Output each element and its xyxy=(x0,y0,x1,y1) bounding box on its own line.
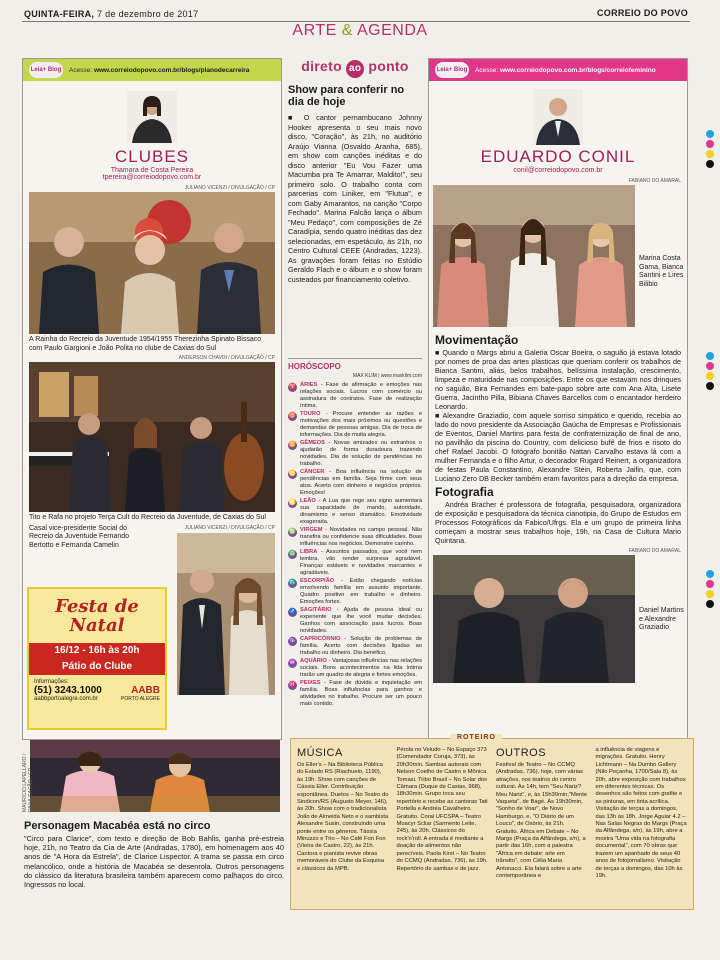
horoscope-sign xyxy=(288,658,422,679)
sign-name: GÊMEOS xyxy=(300,440,325,446)
horoscope-sign xyxy=(288,382,422,410)
sign-text: - Procure entender as razões e motivações dos mais próximos ou questões e demandas de pessoas amigas. Dia de troca de informações. Dia de muita alegria. xyxy=(300,411,422,438)
outros-text-cont: a influência de viagens e migrações. Gratuito. Henry Lichtmann – Na Dumbo Gallery (Nilo Peçanha, 1700/Sala 8), às 20h, abre exposição com trabalhos em diferentes técnicas. Os desenhos são feitos com grafite e as pinturas, em tinta acrílica. Visitação de terças a domingos, das 13h às 18h. Jorge Aguiar 4.2 – Nas Salas Negras do Margs (Praça da Alfândega, s/n), às 19h, abre a mostra "Uma vida na fotografia documental", com 70 obras que trazem um apanhado de seus 40 anos de fotojornalismo. Visitação de terças a domingos, das 10h às 19h. xyxy=(595,747,687,879)
sign-name: LEÃO xyxy=(300,498,316,504)
column-title-clubes: CLUBES xyxy=(114,147,190,166)
newspaper-name: CORREIO DO POVO xyxy=(596,8,688,18)
horoscopo xyxy=(288,358,422,709)
direto-text: ■ O cantor pernambucano Johnny Hooker apresenta o seu mais novo disco, "Coração", às 21h, no auditório Araújo Vianna (Osvaldo Aranha, 685), em show com canções inéditas e do disco anterior "Eu Vou Fazer uma Macumba pra Te Amarrar, Maldito!", seu primeiro solo. O trabalho conta com parcerias com Liniker, em "Flutua", e com Gaby Amarantos, na canção "Corpo Fechado". Marina Falcão lança o álbum "Meu Pedaço", com composições de Zé Caradípia, sendo quatro inéditas das dez selecionadas, em espetáculo, às 21h, no Centro Cultural CEEE (Andradas, 1223). As gravações foram feitas no Estúdio Geraldo Flach e o álbum e o show foram custeados por financiamento coletivo. xyxy=(288,113,422,284)
zodiac-icon: ♈ xyxy=(288,384,297,390)
outros-text: Festival de Teatro – No CCMQ (Andradas, 736), hoje, com várias atrações, nos teatros do centro cultural. Às 14h, tem "Seu Nariz? Meu Nariz", e, às 15h30min,"Mente Vaqueta", de Bagé. Às 19h30min, "Sonho de Voar", de Novo Hamburgo, e, "O Diário de um Louco", de Osório, às 21h. Gratuito. África em Debate – No Margs (Praça da Alfândega, s/n), a partir das 16h, com a palestra "África em debate: arte em trânsito", com Célia Maria Antonacci. Ela falará sobre a arte contemporânea e xyxy=(496,762,588,880)
direto-ao-ponto-head: direto ao ponto xyxy=(288,58,422,78)
festa-natal-ad[interactable] xyxy=(27,587,167,730)
direto-title: Show para conferir no dia de hoje xyxy=(288,84,405,108)
photo-credit: FABIANO DO AMARAL xyxy=(628,178,681,184)
photo-caption: A Rainha do Recreio da Juventude 1954/1955 Therezinha Spinato Bissaco com Paulo Gargioni e João Polita no clube de Caxias do Sul xyxy=(29,336,262,352)
eduardo-blog-link[interactable]: www.correiodopovo.com.br/blogs/correiofeminino xyxy=(499,66,656,74)
roteiro-box xyxy=(290,734,694,910)
sign-name: TOURO xyxy=(300,411,321,417)
roteiro-col-4 xyxy=(596,747,688,881)
columnist-email[interactable]: conil@correiodopovo.com.br xyxy=(513,167,603,174)
horoscope-sign xyxy=(288,549,422,577)
ad-title-line1: Festa de xyxy=(55,596,139,617)
sign-text: - A Lua que rege seu signo aumentará sua capacidade de mando, autoridade, dinamismo e senso dramático. Emotividade exagerada. xyxy=(300,498,422,525)
sign-text: - Ajuda de pessoa ideal ou experiente que lhe você mudar decisões. Ganhos com associação para lucros. Boas novidades. xyxy=(300,607,422,634)
columnist-name: Thamara de Costa Pereira xyxy=(110,167,194,174)
columnist-email[interactable]: tpereira@correiodopovo.com.br xyxy=(102,174,202,181)
sign-text: - Fase de dúvida e inquietação em família. Boas influências para ganhos e atividades no trabalho. Procure ser um pouco mais contido. xyxy=(300,680,422,707)
photo-caption: Casal vice-presidente Social do Recreio da Juventude Fernando Bertotto e Fernanda Camelin xyxy=(29,524,130,549)
ad-title-line2: Natal xyxy=(69,615,125,636)
column-title-eduardo-conil: EDUARDO CONIL xyxy=(480,147,636,166)
horoscope-sign xyxy=(288,411,422,439)
photo-credit: JULIANO VICENZI / DIVULGAÇÃO / CP xyxy=(184,185,275,191)
horoscope-sign xyxy=(288,636,422,657)
zodiac-icon: ♒ xyxy=(288,660,297,666)
zodiac-icon: ♍ xyxy=(288,529,297,535)
sign-text: - Boa influência na solução de pendências em família. Seja firme com seus atos. Acerto com dinheiro e negócios próprios. Emoções! xyxy=(300,469,422,496)
sign-text: - Estão chegando notícias envolvendo família em assunto importante. Quadro positivo em trabalho e dinheiro. Emoções fortes. xyxy=(300,578,422,605)
ad-place: Pátio do Clube xyxy=(29,659,165,675)
sign-name: SAGITÁRIO xyxy=(300,607,332,613)
musica-text-cont: Pérola no Veludo – No Espaço 373 (Comendador Coruja, 373), às 20h30min. Sambas autorais com Nelson Coelho de Castro e Mônica Tomasi. Tribo Brasil – No Solar dos Câmara (Duque de Caxias, 968), 18h30min. Grupo toca seu repertório e recebe as cantoras Tati Portella e Andréa Cavalheiro. Gratuito. Coral UFCSPA – Teatro Moacyr Scliar (Sarmento Leite, 245), às 20h. Clássicos do rock'n'roll. A entrada é mediante a doação de alimentos não perecíveis. Paola Kirst – No Teatro do CCMQ (Andradas, 736), às 19h. Repertório de sambas e de jazz. xyxy=(396,747,488,872)
photo-credit: JULIANO VICENZI / DIVULGAÇÃO / CP xyxy=(184,524,275,531)
roteiro-col-outros xyxy=(496,747,588,881)
roteiro-label: ROTEIRO xyxy=(451,734,502,741)
sign-name: CÂNCER xyxy=(300,469,325,475)
photo-caption: Daniel Martins e Alexandre Graziadio xyxy=(639,607,684,631)
ad-info-label: Informações: xyxy=(34,679,69,685)
horoscope-sign xyxy=(288,607,422,635)
movimentacao-text: ■ Alexandre Graziadio, com aquele sorriso simpático e querido, recebia ao lado do novo presidente da Associação Gaúcha de Empresas e Profissionais de Eventos, Daniel Martins para festa de confraternização de final de ano, no pavilhão da piscina do Country, com delicioso bufê de frios e risoto do chef Rafael Jacobi. O fotógrafo bonitão Nattan Carvalho estava lá com a mulher Fernanda e o filho Artur, o decorador Rugard Reinert, a organizadora de festas Paula Constantino, Alexandre Stein, Roberta Jaifin, que, com Luciano Zero DB Becker também eram favoritos para a direção da empresa. xyxy=(435,411,681,483)
photo-marina-bianca-lires xyxy=(433,185,635,327)
section-title: ARTE & AGENDA xyxy=(292,22,428,39)
columnist-portrait xyxy=(127,91,177,143)
print-registration-marks xyxy=(706,570,714,608)
sign-name: VIRGEM xyxy=(300,527,323,533)
zodiac-icon: ♎ xyxy=(288,551,297,557)
photo-daniel-alexandre xyxy=(433,555,635,683)
ad-phone: (51) 3243.1000 xyxy=(34,685,102,696)
horoscopo-head: HORÓSCOPO xyxy=(288,362,341,371)
sign-text: - Novas amizades ou estranhos o ajudarão de forma duradoura trazendo novidades. Dia de solução de pendências no trabalho. xyxy=(300,440,422,467)
eduardo-blog-bar[interactable]: Leia+ Blog Acesse: www.correiodopovo.com.br/blogs/correiofeminino xyxy=(429,59,687,81)
horoscopo-author: MAX KLIM | www.maxklim.com xyxy=(352,373,422,379)
fotografia-text: Andréa Bracher é professora de fotografia, pesquisadora, organizadora de exposição e pesquisadora da técnica cianotipia, do Grupo de Estudos em Processos Fotográficos da Fabico/Ufrgs. Ela e um grupo de primeira linha começam a mostrar seus trabalhos hoje, 19h, na Casa de Cultura Mario Quintana. xyxy=(435,500,681,545)
outros-head: OUTROS xyxy=(496,747,547,759)
ad-brand-sub: PORTO ALEGRE xyxy=(121,696,160,702)
zodiac-icon: ♓ xyxy=(288,682,297,688)
musica-head: MÚSICA xyxy=(297,747,343,759)
sign-text: - Fase de afirmação e emoções nas relações sociais. Lucros com comércio ou assinatura de contratos. Fase de realização íntima. xyxy=(300,382,422,409)
movimentacao-text: ■ Quando o Margs abriu a Galeria Oscar Boeira, o saguão já estava lotado por nomes de proa das artes plásticas que queriam conferir os trabalhos de Bianca Santini, aliás, belos trabalhos, belíssima instalação, crescimento, limpeza e maturidade nas composições. Entre os que estavam nos drinques no saguão, Bira Fernandes em bate-papo sobre arte com Ana Alta, Lisete Guerra, Jacintho Pilla, Bibiana Chaves Barcellos com o encantador herdeiro Leonardo. xyxy=(435,348,681,411)
roteiro-col-musica xyxy=(297,747,389,881)
photo-circo-clarice xyxy=(30,740,280,812)
columnist-portrait xyxy=(533,89,583,145)
sign-text: - Novidades no campo pessoal. Não transfira ou confidencie suas dificuldades. Boas influências nos negócios. Demonstre carinho. xyxy=(300,527,422,547)
zodiac-icon: ♌ xyxy=(288,500,297,506)
macabea-head: Personagem Macabéa está no circo xyxy=(24,820,211,832)
page-date: QUINTA-FEIRA, 7 de dezembro de 2017 xyxy=(24,9,199,19)
fotografia-head: Fotografia xyxy=(435,485,494,499)
zodiac-icon: ♊ xyxy=(288,442,297,448)
zodiac-icon: ♉ xyxy=(288,413,297,419)
photo-rainha-recreio xyxy=(29,192,275,334)
sign-name: AQUÁRIO xyxy=(300,658,327,664)
sign-name: PEIXES xyxy=(300,680,321,686)
print-registration-marks xyxy=(706,352,714,390)
zodiac-icon: ♏ xyxy=(288,580,297,586)
zodiac-icon: ♋ xyxy=(288,471,297,477)
photo-caption: Tito e Rafa no projeto Terça Cult do Recreio da Juventude, de Caxias do Sul xyxy=(29,514,266,521)
sign-name: CAPRICÓRNIO xyxy=(300,636,341,642)
sign-text: - Vantajosas influências nas relações sociais. Bons acontecimentos na lida íntima trarão um quadro de alegria e fortes emoções. xyxy=(300,658,422,678)
horoscopo-signs-list xyxy=(288,382,422,708)
sign-name: ÁRIES xyxy=(300,382,318,388)
horoscope-sign xyxy=(288,578,422,606)
photo-credit: MAURÍCIO LAPELLARO / DIVULGAÇÃO / CP xyxy=(22,753,34,812)
sign-name: LIBRA xyxy=(300,549,318,555)
photo-casal-vice-presidente xyxy=(177,533,275,695)
blog-logo: Leia+ Blog xyxy=(435,62,469,78)
movimentacao-head: Movimentação xyxy=(435,333,519,347)
horoscope-sign xyxy=(288,440,422,468)
ad-date: 16/12 - 16h às 20h xyxy=(29,643,165,659)
roteiro-col-2 xyxy=(397,747,489,881)
sign-name: ESCORPIÃO xyxy=(300,578,335,584)
ad-site[interactable]: aabbportoalegre.com.br xyxy=(34,696,98,702)
horoscope-sign xyxy=(288,680,422,708)
blog-logo: Leia+ Blog xyxy=(29,62,63,78)
macabea-article xyxy=(22,740,284,889)
horoscope-sign xyxy=(288,498,422,526)
clubes-blog-link[interactable]: www.correiodopovo.com.br/blogs/planodecarreira xyxy=(93,66,250,74)
sign-text: - Solução de problemas de família. Acerto com decisões ligadas ao trabalho ou dinheiro. Dia benéfico. xyxy=(300,636,422,656)
zodiac-icon: ♑ xyxy=(288,638,297,644)
direto-ao-ponto xyxy=(288,58,422,284)
horoscope-sign xyxy=(288,527,422,548)
photo-credit: ANDERSON CHAVDI / DIVULGAÇÃO / CP xyxy=(178,355,275,361)
sign-text: - Assuntos passados, que você nem lembra, vão render surpresa agradável. Finanças estáveis e novidades marcantes e agradáveis. xyxy=(300,549,422,576)
photo-tito-rafa xyxy=(29,362,275,512)
horoscope-sign xyxy=(288,469,422,497)
ad-brand-logo: AABB xyxy=(131,685,160,696)
zodiac-icon: ♐ xyxy=(288,609,297,615)
print-registration-marks xyxy=(706,130,714,168)
musica-text: Os Eller's – Na Biblioteca Pública do Estado RS (Riachuelo, 1190), às 19h. Show com canções de Cássia Eller. Contribuição espontânea. Duetos – No Teatro do Sindicon/RS (Augusto Meyer, 146), às 20h. Show com o tradicionalista João de Almeida Neto e o sambista Alexandre Susin, construindo uma ponte entre os gêneros. Tássia Minuzzo e Trio – No Café Fon Fon (Vieira de Castro, 22), às 21h. Cantora e pianista revive obras memoráveis do Clube da Esquina e clássicos da MPB. xyxy=(297,762,389,872)
eduardo-conil-column xyxy=(428,58,688,740)
clubes-blog-bar[interactable]: Leia+ Blog Acesse: www.correiodopovo.com.br/blogs/planodecarreira xyxy=(23,59,281,81)
macabea-text: "Circo para Clarice", com texto e direção de Bob Bahlis, ganha pré-estreia hoje, 21h, no Teatro da Cia de Arte (Andradas, 1780), em homenagem aos 40 anos de "A Hora da Estrela", de Clarice Lispector. A trama se passa em circo melancólico, onde a história de Macabéa se desenrola. Outros personagens do clássico da literatura brasileira também aparecem como palhaços do circo. Ingressos no local. xyxy=(24,834,284,890)
photo-credit: FABIANO DO AMARAL xyxy=(628,548,681,554)
photo-caption: Marina Costa Gama, Bianca Santini e Lires Bilibio xyxy=(639,255,684,288)
